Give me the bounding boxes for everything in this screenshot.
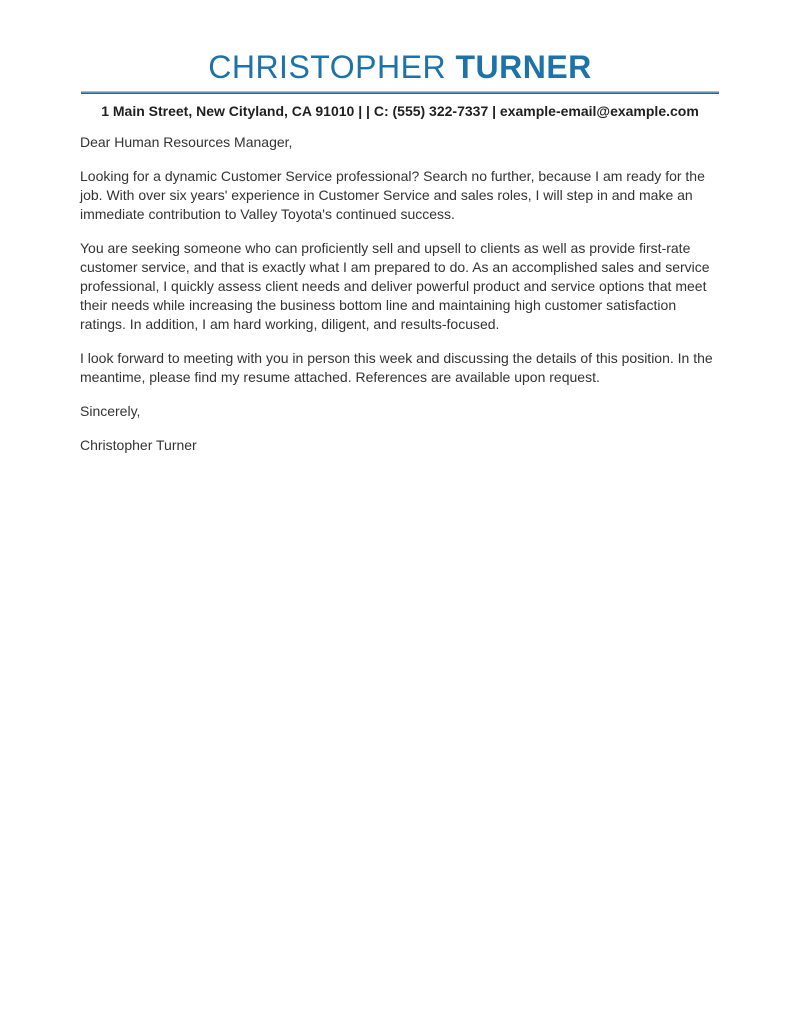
signature-name: Christopher Turner [80, 437, 197, 453]
letter-body [80, 133, 719, 455]
body-paragraph: Looking for a dynamic Customer Service professional? Search no further, because I am ready for the job. With over six years' experience in Customer Service and sales roles, I will step in and make an immediate contribution to Valley Toyota's continued success. [80, 168, 705, 222]
candidate-last-name: TURNER [455, 49, 592, 85]
candidate-name-title [0, 49, 800, 85]
candidate-first-name: CHRISTOPHER [208, 49, 447, 85]
body-paragraph: You are seeking someone who can proficiently sell and upsell to clients as well as provide first-rate customer service, and that is exactly what I am prepared to do. As an accomplished sales and service professional, I quickly assess client needs and deliver powerful product and service options that meet their needs while increasing the business bottom line and maintaining high customer satisfaction ratings. In addition, I am hard working, diligent, and results-focused. [80, 240, 710, 332]
salutation: Dear Human Resources Manager, [80, 134, 293, 150]
letter-header [0, 0, 800, 120]
closing-valediction: Sincerely, [80, 403, 141, 419]
contact-info-line: 1 Main Street, New Cityland, CA 91010 | | C: (555) 322-7337 | example-email@example.com [101, 103, 699, 119]
header-divider-rule [81, 91, 719, 94]
body-paragraph: I look forward to meeting with you in person this week and discussing the details of this position. In the meantime, please find my resume attached. References are available upon request. [80, 350, 713, 385]
